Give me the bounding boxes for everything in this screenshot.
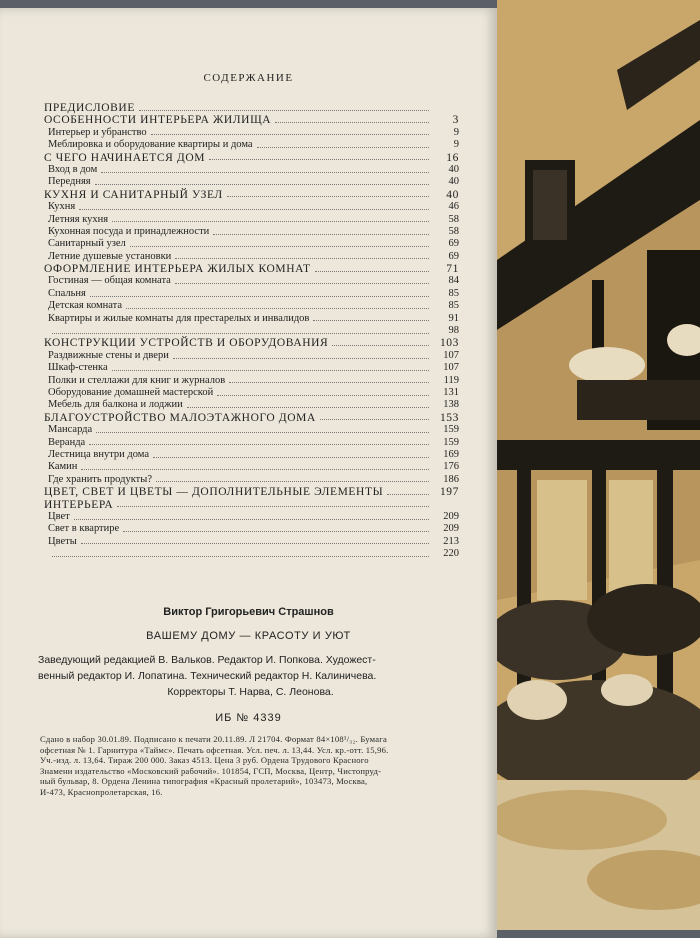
- toc-dot-leader: [175, 283, 429, 284]
- toc-dot-leader: [209, 159, 429, 160]
- left-page: [0, 8, 497, 938]
- toc-entry-title: КОНСТРУКЦИИ УСТРОЙСТВ И ОБОРУДОВАНИЯ: [44, 337, 329, 350]
- toc-entry: [44, 300, 459, 312]
- toc-entry-page: 169: [443, 448, 459, 460]
- toc-dot-leader: [156, 481, 429, 482]
- toc-entry: [44, 362, 459, 374]
- toc-entry-page: 16: [446, 151, 459, 164]
- toc-dot-leader: [79, 209, 429, 210]
- toc-entry-page: 159: [443, 424, 459, 436]
- toc-entry-page: 107: [443, 362, 459, 374]
- toc-entry-page: 159: [443, 436, 459, 448]
- toc-entry-page: 85: [448, 300, 459, 312]
- toc-entry: [44, 263, 459, 275]
- toc-entry: [44, 449, 459, 461]
- toc-entry-page: 220: [443, 548, 459, 560]
- toc-entry-title: Меблировка и оборудование квартиры и дома: [48, 139, 253, 151]
- editors-line: венный редактор И. Лопатина. Технический редактор Н. Калиничева.: [38, 670, 377, 682]
- toc-entry-page: 119: [443, 374, 459, 386]
- toc-dot-leader: [332, 345, 429, 346]
- toc-entry-title: Летние душевые установки: [48, 250, 172, 262]
- toc-entry: [44, 548, 459, 560]
- toc-entry: [44, 536, 459, 548]
- toc-entry-page: 131: [443, 386, 459, 398]
- toc-entry-page: 71: [446, 263, 459, 276]
- toc-dot-leader: [227, 196, 429, 197]
- toc-entry-title: БЛАГОУСТРОЙСТВО МАЛОЭТАЖНОГО ДОМА: [44, 411, 316, 424]
- toc-entry: [44, 164, 459, 176]
- toc-entry-title: Камин: [48, 461, 78, 473]
- toc-entry: [44, 424, 459, 436]
- toc-entry: [44, 152, 459, 164]
- toc-entry-page: 98: [448, 325, 459, 337]
- toc-dot-leader: [315, 271, 429, 272]
- toc-entry: [44, 399, 459, 411]
- toc-entry-title: С ЧЕГО НАЧИНАЕТСЯ ДОМ: [44, 151, 206, 164]
- toc-entry: [44, 387, 459, 399]
- toc-entry-page: 84: [448, 275, 459, 287]
- toc-dot-leader: [101, 172, 429, 173]
- toc-dot-leader: [52, 333, 429, 334]
- print-line: Знамени издательство «Московский рабочий». 101854, ГСП, Москва, Центр, Чистопруд-: [40, 765, 382, 776]
- toc-entry: [44, 412, 459, 424]
- print-line: офсетная № 1. Гарнитура «Таймс». Печать офсетная. Усл. печ. л. 13,44. Усл. кр.-отт. 15,96.: [40, 744, 389, 755]
- toc-dot-leader: [139, 110, 429, 111]
- toc-entry-title: ИНТЕРЬЕРА: [44, 498, 114, 511]
- toc-entry-page: 9: [453, 139, 459, 151]
- toc-entry-page: 40: [446, 188, 459, 201]
- toc-entry-title: Оборудование домашней мастерской: [48, 386, 214, 398]
- toc-entry-page: 40: [448, 176, 459, 188]
- toc-entry: [44, 523, 459, 535]
- toc-entry: [44, 337, 459, 349]
- right-page-photo: [497, 0, 700, 930]
- toc-dot-leader: [89, 444, 429, 445]
- toc-entry: [44, 226, 459, 238]
- toc-entry: [44, 139, 459, 151]
- toc-entry-title: Мебель для балкона и лоджии: [48, 399, 183, 411]
- toc-entry-page: 69: [448, 250, 459, 262]
- toc-dot-leader: [52, 556, 429, 557]
- toc-entry-title: ОФОРМЛЕНИЕ ИНТЕРЬЕРА ЖИЛЫХ КОМНАТ: [44, 263, 311, 276]
- toc-entry: [44, 486, 459, 498]
- toc-entry-title: Веранда: [48, 436, 86, 448]
- toc-entry-page: 209: [443, 523, 459, 535]
- toc-dot-leader: [320, 419, 429, 420]
- toc-entry-page: 197: [439, 486, 459, 499]
- editors-line: Заведующий редакцией В. Вальков. Редактор И. Попкова. Художест-: [38, 654, 376, 666]
- toc-entry-title: Интерьер и убранство: [48, 126, 147, 138]
- toc-dot-leader: [257, 147, 429, 148]
- toc-entry: [44, 350, 459, 362]
- toc-entry-title: Шкаф-стенка: [48, 362, 108, 374]
- toc-entry-title: Передняя: [48, 176, 91, 188]
- toc-dot-leader: [153, 457, 429, 458]
- toc-entry-page: 40: [448, 163, 459, 175]
- toc-entry-page: 69: [448, 238, 459, 250]
- toc-entry: [44, 461, 459, 473]
- toc-entry: [44, 214, 459, 226]
- toc-entry: [44, 474, 459, 486]
- toc-dot-leader: [175, 258, 429, 259]
- toc-dot-leader: [74, 519, 429, 520]
- toc-entry: [44, 313, 459, 325]
- toc-dot-leader: [95, 184, 429, 185]
- toc-entry-page: 58: [448, 225, 459, 237]
- toc-entry-title: КУХНЯ И САНИТАРНЫЙ УЗЕЛ: [44, 188, 223, 201]
- author-name: Виктор Григорьевич Страшнов: [163, 606, 334, 618]
- toc-dot-leader: [81, 469, 429, 470]
- print-line: ный бульвар, 8. Ордена Ленина типография «Красный пролетарий», 103473, Москва,: [40, 776, 368, 787]
- toc-entry-page: 58: [448, 213, 459, 225]
- toc-entry-title: Квартиры и жилые комнаты для престарелых и инвалидов: [48, 312, 310, 324]
- toc-dot-leader: [275, 122, 429, 123]
- toc-entry: [44, 201, 459, 213]
- toc-entry-page: 186: [443, 473, 459, 485]
- toc-dot-leader: [217, 395, 429, 396]
- toc-entry-title: Вход в дом: [48, 163, 98, 175]
- toc-dot-leader: [387, 494, 429, 495]
- toc-entry-title: Раздвижные стены и двери: [48, 349, 169, 361]
- toc-entry-page: 46: [448, 201, 459, 213]
- toc-dot-leader: [313, 320, 429, 321]
- toc-entry-title: Детская комната: [48, 300, 123, 312]
- toc-entry-title: Летняя кухня: [48, 213, 109, 225]
- toc-entry-title: Мансарда: [48, 424, 93, 436]
- toc-entry-page: 213: [443, 535, 459, 547]
- toc-entry: [44, 238, 459, 250]
- toc-entry: [44, 251, 459, 263]
- toc-entry: [44, 114, 459, 126]
- toc-entry-title: Свет в квартире: [48, 523, 120, 535]
- toc-title: СОДЕРЖАНИЕ: [203, 72, 294, 84]
- toc-dot-leader: [81, 543, 429, 544]
- toc-entry: [44, 375, 459, 387]
- toc-dot-leader: [130, 246, 429, 247]
- toc-entry: [44, 189, 459, 201]
- toc-entry-page: 85: [448, 287, 459, 299]
- toc-entry-page: 103: [439, 337, 459, 350]
- toc-entry-title: Где хранить продукты?: [48, 473, 152, 485]
- print-line: Уч.-изд. л. 13,64. Тираж 200 000. Заказ 4513. Цена 3 руб. Ордена Трудового Красного: [40, 755, 369, 766]
- toc-entry-title: ЦВЕТ, СВЕТ И ЦВЕТЫ — ДОПОЛНИТЕЛЬНЫЕ ЭЛЕМЕНТЫ: [44, 486, 384, 499]
- toc-entry-page: 209: [443, 510, 459, 522]
- toc-dot-leader: [126, 308, 429, 309]
- toc-entry-page: 176: [443, 461, 459, 473]
- print-details: [40, 734, 465, 798]
- toc-dot-leader: [151, 134, 429, 135]
- toc-dot-leader: [96, 432, 429, 433]
- house-photo: [497, 0, 700, 930]
- toc-entry-title: Полки и стеллажи для книг и журналов: [48, 374, 226, 386]
- toc-dot-leader: [187, 407, 429, 408]
- toc-entry: [44, 275, 459, 287]
- toc-entry: [44, 499, 459, 511]
- toc-dot-leader: [213, 234, 429, 235]
- toc-entry-title: Лестница внутри дома: [48, 448, 150, 460]
- toc-entry: [44, 102, 459, 114]
- toc-entry-title: Кухня: [48, 201, 76, 213]
- toc-entry-title: Цветы: [48, 535, 77, 547]
- editorial-credits: [38, 652, 463, 700]
- toc-entry: [44, 288, 459, 300]
- toc-entry-title: ОСОБЕННОСТИ ИНТЕРЬЕРА ЖИЛИЩА: [44, 114, 272, 127]
- toc-dot-leader: [117, 506, 429, 507]
- toc-entry: [44, 325, 459, 337]
- toc-entry-page: 107: [443, 349, 459, 361]
- toc-entry-page: 138: [443, 399, 459, 411]
- ib-number: ИБ № 4339: [215, 712, 282, 724]
- toc-entry-page: 91: [448, 312, 459, 324]
- toc-entry-title: Цвет: [48, 510, 70, 522]
- toc-entry: [44, 511, 459, 523]
- editors-line: Корректоры Т. Нарва, С. Леонова.: [167, 686, 334, 698]
- print-line: И-473, Краснопролетарская, 16.: [40, 786, 163, 797]
- toc-entry-title: Кухонная посуда и принадлежности: [48, 225, 210, 237]
- table-of-contents: [44, 102, 459, 560]
- toc-dot-leader: [90, 296, 429, 297]
- book-title: ВАШЕМУ ДОМУ — КРАСОТУ И УЮТ: [146, 630, 351, 642]
- toc-entry: [44, 176, 459, 188]
- toc-entry-page: 3: [452, 114, 459, 127]
- toc-entry-page: 153: [439, 411, 459, 424]
- toc-entry-title: Санитарный узел: [48, 238, 126, 250]
- toc-dot-leader: [123, 531, 429, 532]
- print-line: Сдано в набор 30.01.89. Подписано к печати 20.11.89. Л 21704. Формат 84×108¹/₃₂. Бумага: [40, 734, 387, 744]
- toc-entry-title: Спальня: [48, 287, 86, 299]
- toc-entry: [44, 127, 459, 139]
- toc-dot-leader: [173, 358, 429, 359]
- toc-entry-title: ПРЕДИСЛОВИЕ: [44, 102, 135, 114]
- toc-entry-page: 9: [453, 126, 459, 138]
- toc-dot-leader: [112, 221, 429, 222]
- toc-dot-leader: [112, 370, 429, 371]
- toc-dot-leader: [229, 382, 429, 383]
- toc-entry-title: Гостиная — общая комната: [48, 275, 171, 287]
- toc-entry: [44, 437, 459, 449]
